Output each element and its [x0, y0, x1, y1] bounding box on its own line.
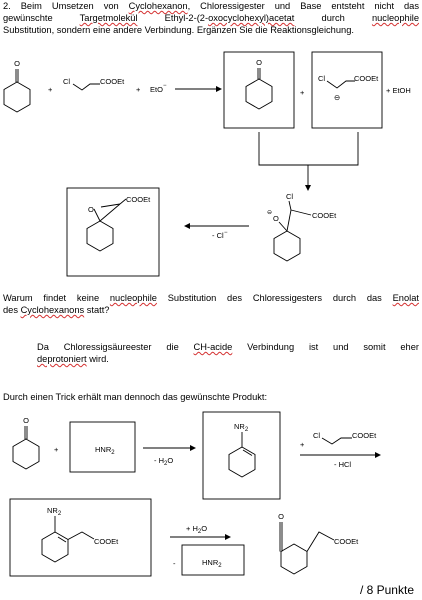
spell-flag-word: nucleophile	[109, 293, 157, 303]
ester-label: COOEt	[100, 77, 125, 86]
ketone-oxygen-label: O	[14, 59, 20, 68]
plus-sign: +	[54, 445, 59, 454]
minus-sign: -	[173, 559, 176, 568]
plus-sign: +	[136, 85, 141, 94]
answer-line-2: deprotoniert wird.	[37, 354, 109, 364]
amine-label: $HNR_2$	[95, 445, 115, 456]
task-line-3: Substitution, sondern eine andere Verbindung. Ergänzen Sie die Reaktionsgleichung.	[3, 25, 354, 35]
enamine-structure	[229, 422, 255, 477]
alkoxide-charge: ⊖	[267, 210, 273, 216]
answer-box-alkylated-enamine	[10, 499, 151, 576]
target-product-structure	[278, 512, 359, 574]
ketone-oxygen-label: O	[256, 58, 262, 67]
chlorine-label: Cl	[63, 77, 71, 86]
cyclohexanone-structure	[13, 416, 39, 469]
carbanion-charge: ⊖	[334, 93, 341, 102]
spell-flag-word: Targetmolekül	[79, 13, 138, 23]
water-loss-label: - $H_2O$	[154, 456, 174, 467]
spell-flag-word: Cyclohexanon	[128, 1, 188, 11]
alkoxide-oxygen-label: O	[273, 214, 279, 223]
ethanol-label: + EtOH	[386, 86, 411, 95]
ester-label: COOEt	[126, 195, 151, 204]
spell-flag-word: deprotoniert	[37, 354, 87, 364]
cyclohexanone-structure	[4, 59, 30, 112]
spell-flag-word: nucleophile	[371, 13, 419, 23]
question-line-2: des Cyclohexanons statt?	[3, 305, 110, 315]
merge-bracket	[259, 132, 358, 165]
ester-enolate-structure	[318, 74, 379, 102]
ester-label: COOEt	[312, 211, 337, 220]
amine-label: $HNR_2$	[202, 558, 222, 569]
ethoxide-label: EtO	[150, 85, 163, 94]
amine-group-label: $NR_2$	[234, 422, 249, 433]
plus-sign: +	[48, 85, 53, 94]
ester-label: COOEt	[94, 537, 119, 546]
spell-flag-word: Enolat	[392, 293, 419, 303]
question-line-1: Warum findet keine nucleophile Substitution des Chloressigesters durch das Enolat	[3, 293, 419, 303]
spell-flag-word: CH-acide	[193, 342, 233, 352]
chlorine-label: Cl	[286, 192, 294, 201]
ketone-oxygen-label: O	[23, 416, 29, 425]
trick-line: Durch einen Trick erhält man dennoch das gewünschte Produkt:	[3, 392, 268, 402]
chlorine-label: Cl	[313, 431, 321, 440]
spell-flag-word: Cyclohexanons	[20, 305, 85, 315]
chloride-charge: −	[224, 230, 228, 236]
epoxide-oxygen-label: O	[88, 205, 94, 214]
plus-sign: +	[300, 440, 305, 449]
water-add-label: + $H_2O$	[186, 524, 208, 535]
ethoxide-charge: −	[163, 83, 167, 89]
chloride-loss-label: - Cl	[212, 231, 224, 240]
chlorine-label: Cl	[318, 74, 326, 83]
spell-flag-word: oxocyclohexyl)acetat	[208, 13, 295, 23]
task-line-1: 2. Beim Umsetzen von Cyclohexanon, Chloressigester und Base entsteht nicht das	[3, 1, 420, 11]
chloroacetic-ester-structure	[313, 431, 377, 444]
answer-line-1: Da Chloressigsäureester die CH-acide Verbindung ist und somit eher	[37, 342, 419, 352]
points-label: / 8 Punkte	[359, 583, 414, 597]
answer-box-enolate	[312, 52, 382, 128]
cyclohexanone-structure	[246, 58, 272, 109]
hcl-loss-label: - HCl	[334, 460, 352, 469]
ester-label: COOEt	[352, 431, 377, 440]
chloroacetic-ester-structure	[63, 77, 125, 90]
ester-label: COOEt	[354, 74, 379, 83]
alkylated-enamine-structure	[42, 506, 119, 562]
amine-group-label: $NR_2$	[47, 506, 62, 517]
alkoxide-intermediate-structure	[267, 192, 337, 261]
task-line-2: gewünschte Targetmolekül Ethyl-2-(2-oxocyclohexyl)acetat durch nucleophile	[3, 13, 419, 23]
plus-sign: +	[300, 88, 305, 97]
ester-label: COOEt	[334, 537, 359, 546]
epoxide-ester-structure	[87, 195, 151, 251]
ketone-oxygen-label: O	[278, 512, 284, 521]
